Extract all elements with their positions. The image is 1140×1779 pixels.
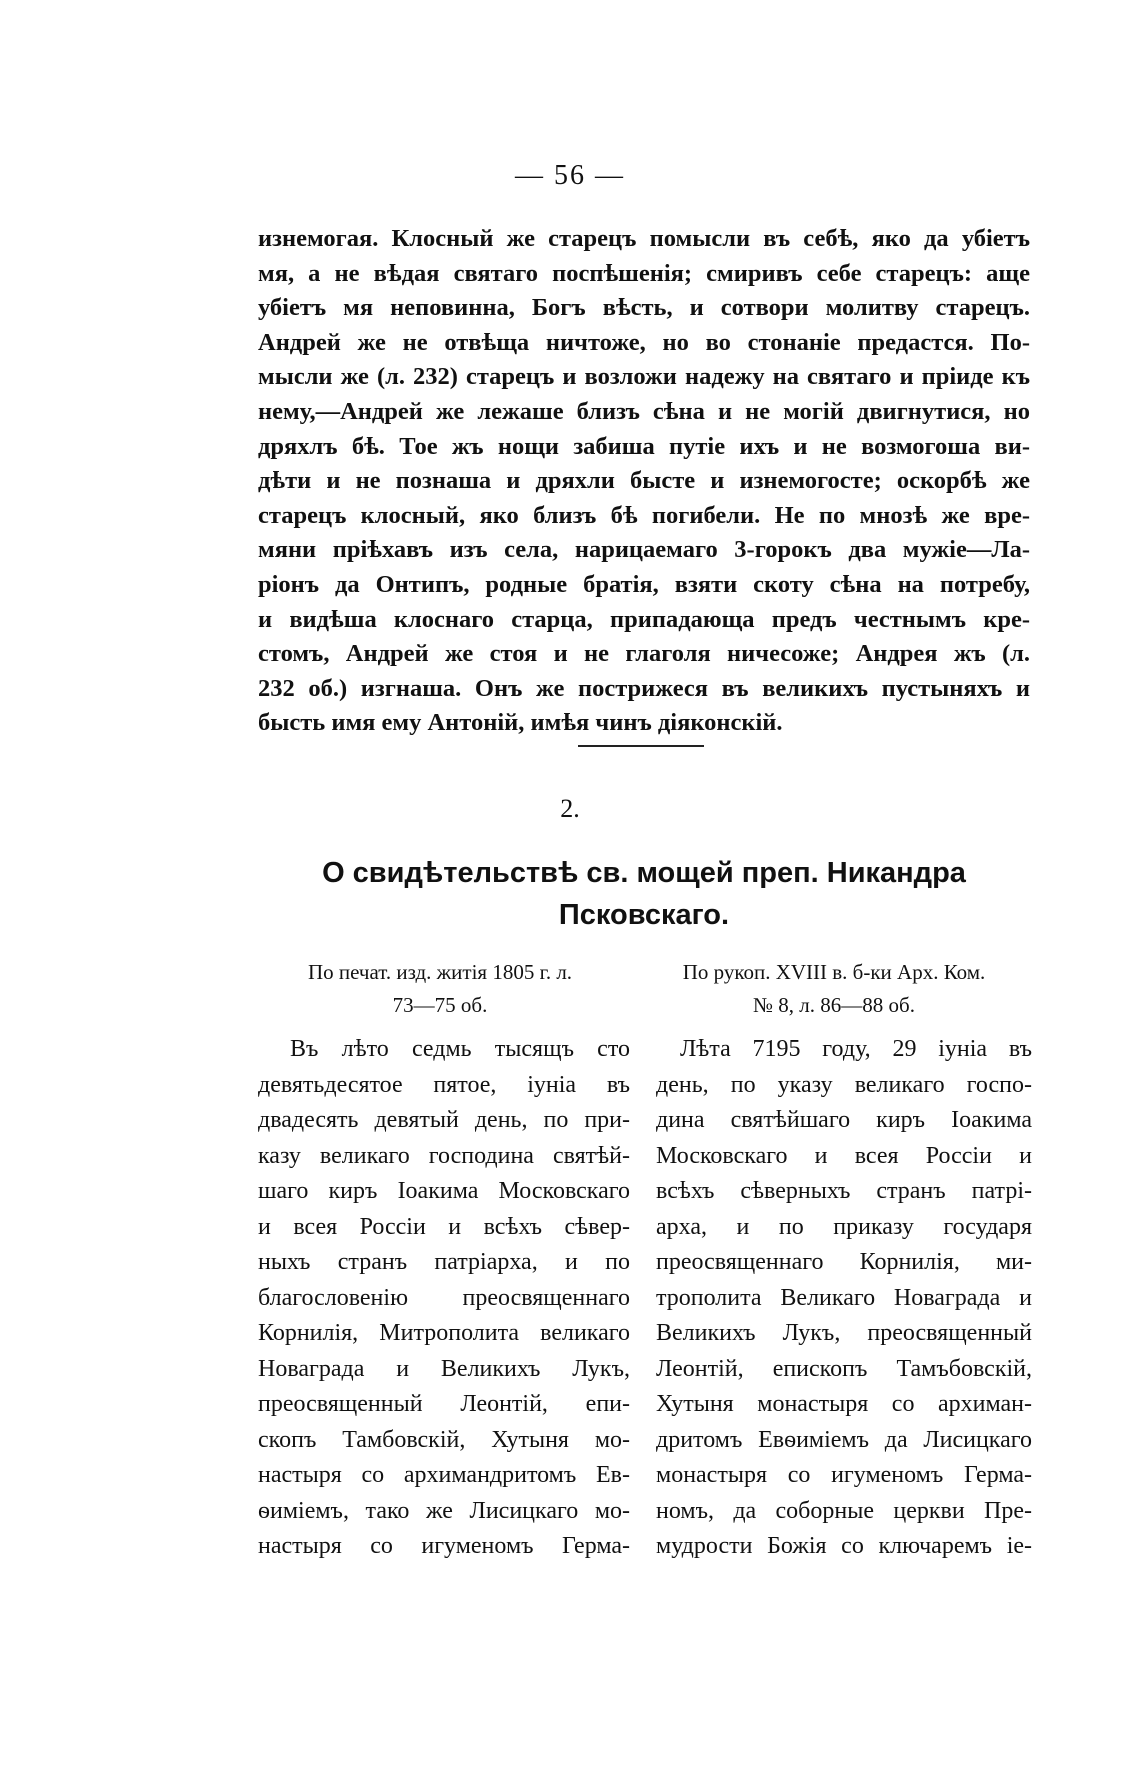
column-line: мудрости Божія со ключаремъ іе- [656, 1533, 1032, 1559]
column-line: скопъ Тамбовскій, Хутыня мо- [258, 1426, 630, 1453]
column-line: арха, и по приказу государя [656, 1213, 1032, 1240]
column-line: ѳиміемъ, тако же Лисицкаго мо- [258, 1497, 630, 1524]
column-line: настыря со игуменомъ Герма- [258, 1533, 630, 1559]
body-line: убіетъ мя неповинна, Богъ вѣсть, и сотвори молитву старецъ. [258, 294, 1030, 322]
section-number: 2. [560, 794, 580, 823]
body-line: дѣти и не познаша и дряхли бысте и изнемогосте; оскорбѣ же [258, 467, 1030, 495]
section-divider [578, 745, 704, 747]
column-line: Въ лѣто седмь тысящъ сто [290, 1036, 630, 1062]
column-line: Хутыня монастыря со архиман- [656, 1391, 1032, 1417]
column-line: всѣхъ сѣверныхъ странъ патрі- [656, 1178, 1032, 1204]
column-line: девятьдесятое пятое, іуніа въ [258, 1071, 630, 1098]
section-title [258, 852, 1030, 936]
body-paragraph [258, 222, 1030, 741]
column-line: Новаграда и Великихъ Лукъ, [258, 1355, 630, 1382]
column-line: номъ, да соборные церкви Пре- [656, 1497, 1032, 1524]
column-line: Московскаго и всея Россіи и [656, 1142, 1032, 1169]
column-line: и всея Россіи и всѣхъ сѣвер- [258, 1213, 630, 1240]
body-line: изнемогая. Клосный же старецъ помысли въ себѣ, яко да убіетъ [258, 225, 1030, 252]
body-line: и видѣша клоснаго старца, припадающа предъ честнымъ кре- [258, 605, 1030, 633]
body-line: мысли же (л. 232) старецъ и возложи надежу на святаго и пріиде къ [258, 363, 1030, 391]
column-line: ныхъ странъ патріарха, и по [258, 1249, 630, 1275]
column-line: монастыря со игуменомъ Герма- [656, 1462, 1032, 1488]
page-number: — 56 — [515, 160, 625, 191]
body-line: дряхлъ бѣ. Тое жъ нощи забиша путіе ихъ и не возмогоша ви- [258, 432, 1030, 460]
column-line: дина святѣйшаго киръ Іоакима [656, 1107, 1032, 1133]
column-line: Корнилія, Митрополита великаго [258, 1320, 630, 1346]
column-line: двадесять девятый день, по при- [258, 1107, 630, 1133]
column-line: дритомъ Евѳиміемъ да Лисицкаго [656, 1426, 1032, 1453]
body-line: мя, а не вѣдая святаго поспѣшенія; смиривъ себе старецъ: аще [258, 259, 1030, 287]
body-line: 232 об.) изгнаша. Онъ же пострижеся въ великихъ пустыняхъ и [258, 674, 1030, 702]
column-line: Лѣта 7195 году, 29 іуніа въ [680, 1036, 1032, 1062]
source-line: По рукоп. XVIII в. б-ки Арх. Ком. [682, 960, 986, 984]
column-line: благословенію преосвященнаго [258, 1284, 630, 1311]
column-line: Великихъ Лукъ, преосвященный [656, 1320, 1032, 1346]
source-line: По печат. изд. житія 1805 г. л. [307, 960, 573, 984]
body-line: стомъ, Андрей же стоя и не глаголя ничесоже; Андрея жъ (л. [258, 640, 1030, 668]
body-line: ріонъ да Онтипъ, родные братія, взяти скоту сѣна на потребу, [258, 570, 1030, 598]
column-line: казу великаго господина святѣй- [258, 1142, 630, 1169]
section-title-line: О свидѣтельствѣ св. мощей преп. Никандра [322, 857, 966, 889]
column-line: Леонтій, епископъ Тамъбовскій, [656, 1355, 1032, 1382]
body-line: мяни пріѣхавъ изъ села, нарицаемаго 3-горокъ два мужіе—Ла- [258, 536, 1030, 564]
section-title-line: Псковскаго. [558, 899, 730, 931]
column-line: трополита Великаго Новаграда и [656, 1284, 1032, 1311]
column-line: день, по указу великаго госпо- [656, 1071, 1032, 1098]
right-column-text [656, 1032, 1032, 1565]
right-column-source [640, 956, 1028, 1022]
column-line: преосвященнаго Корнилія, ми- [656, 1249, 1032, 1275]
column-line: настыря со архимандритомъ Ев- [258, 1462, 630, 1488]
body-line: старецъ клосный, яко близъ бѣ погибели. Не по мнозѣ же вре- [258, 501, 1030, 529]
left-column-text [258, 1032, 630, 1565]
body-line: Андрей же не отвѣща ничтоже, но во стонаніе предастся. По- [258, 328, 1030, 356]
left-column-source [260, 956, 620, 1022]
column-line: преосвященный Леонтій, епи- [258, 1391, 630, 1417]
body-line: нему,—Андрей же лежаше близъ сѣна и не могій двигнутися, но [258, 397, 1030, 425]
body-line: бысть имя ему Антоній, имѣя чинъ діяконскій. [258, 709, 783, 737]
source-line: № 8, л. 86—88 об. [753, 993, 915, 1017]
source-line: 73—75 об. [392, 993, 488, 1017]
column-line: шаго киръ Іоакима Московскаго [258, 1178, 630, 1204]
